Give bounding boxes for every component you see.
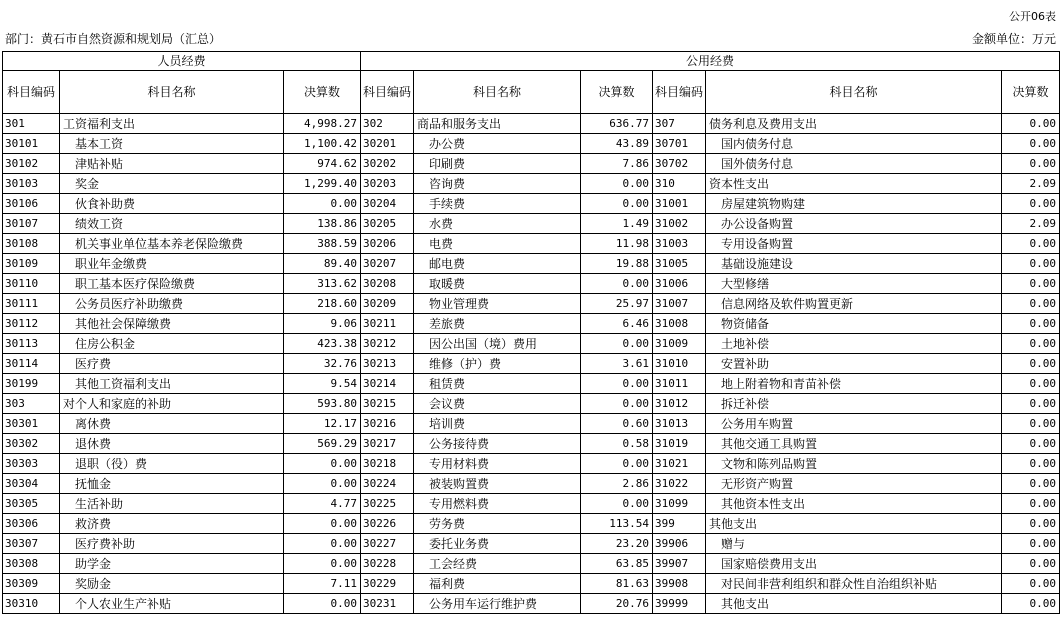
cell-amount: 0.00 [1002,294,1060,314]
cell-code: 30303 [3,454,60,474]
cell-code: 303 [3,394,60,414]
cell-amount: 0.00 [284,534,361,554]
cell-name: 抚恤金 [60,474,284,494]
cell-amount: 0.00 [284,454,361,474]
group-public-header: 公用经费 [361,52,1060,71]
cell-amount: 20.76 [581,594,653,614]
table-row [3,154,1060,174]
cell-code: 31003 [653,234,706,254]
cell-name: 职工基本医疗保险缴费 [60,274,284,294]
cell-name: 国家赔偿费用支出 [706,554,1002,574]
cell-name: 伙食补助费 [60,194,284,214]
cell-name: 个人农业生产补贴 [60,594,284,614]
cell-code: 30214 [361,374,414,394]
cell-name: 电费 [414,234,581,254]
cell-name: 其他社会保障缴费 [60,314,284,334]
cell-amount: 0.00 [581,394,653,414]
table-row [3,294,1060,314]
table-row [3,354,1060,374]
cell-code: 31019 [653,434,706,454]
cell-name: 房屋建筑物购建 [706,194,1002,214]
cell-name: 其他支出 [706,514,1002,534]
cell-code: 39908 [653,574,706,594]
cell-name: 邮电费 [414,254,581,274]
form-number: 公开06表 [1009,10,1056,23]
cell-amount: 0.00 [581,334,653,354]
cell-amount: 0.00 [1002,594,1060,614]
cell-code: 30202 [361,154,414,174]
cell-amount: 1,299.40 [284,174,361,194]
col-header-amount: 决算数 [284,71,361,114]
cell-name: 无形资产购置 [706,474,1002,494]
group-personnel-header: 人员经费 [3,52,361,71]
table-row [3,474,1060,494]
cell-amount: 9.06 [284,314,361,334]
table-row [3,574,1060,594]
cell-code: 39999 [653,594,706,614]
cell-amount: 7.86 [581,154,653,174]
cell-code: 31005 [653,254,706,274]
cell-amount: 3.61 [581,354,653,374]
table-row [3,274,1060,294]
cell-name: 因公出国（境）费用 [414,334,581,354]
cell-name: 差旅费 [414,314,581,334]
cell-amount: 0.00 [1002,474,1060,494]
cell-amount: 0.00 [1002,374,1060,394]
cell-amount: 0.00 [284,554,361,574]
cell-name: 福利费 [414,574,581,594]
col-header-amount: 决算数 [581,71,653,114]
cell-name: 委托业务费 [414,534,581,554]
cell-amount: 636.77 [581,114,653,134]
cell-name: 机关事业单位基本养老保险缴费 [60,234,284,254]
col-header-name: 科目名称 [60,71,284,114]
cell-amount: 0.00 [284,474,361,494]
amount-unit-label: 金额单位：万元 [971,32,1056,46]
table-row [3,594,1060,614]
cell-code: 30111 [3,294,60,314]
cell-code: 30218 [361,454,414,474]
cell-code: 39906 [653,534,706,554]
cell-amount: 0.00 [284,514,361,534]
cell-amount: 0.00 [581,274,653,294]
cell-name: 退职（役）费 [60,454,284,474]
cell-name: 其他工资福利支出 [60,374,284,394]
cell-code: 39907 [653,554,706,574]
cell-amount: 4,998.27 [284,114,361,134]
cell-name: 劳务费 [414,514,581,534]
cell-code: 30107 [3,214,60,234]
cell-code: 30701 [653,134,706,154]
cell-name: 救济费 [60,514,284,534]
cell-code: 310 [653,174,706,194]
cell-name: 奖励金 [60,574,284,594]
cell-name: 债务利息及费用支出 [706,114,1002,134]
cell-amount: 138.86 [284,214,361,234]
cell-name: 津贴补贴 [60,154,284,174]
cell-code: 30207 [361,254,414,274]
cell-name: 其他交通工具购置 [706,434,1002,454]
cell-name: 医疗费补助 [60,534,284,554]
cell-code: 302 [361,114,414,134]
cell-amount: 0.00 [1002,334,1060,354]
cell-code: 30102 [3,154,60,174]
cell-code: 30225 [361,494,414,514]
cell-code: 30206 [361,234,414,254]
cell-name: 专用设备购置 [706,234,1002,254]
cell-code: 30203 [361,174,414,194]
col-header-name: 科目名称 [706,71,1002,114]
cell-name: 办公费 [414,134,581,154]
cell-code: 30103 [3,174,60,194]
cell-name: 安置补助 [706,354,1002,374]
cell-name: 办公设备购置 [706,214,1002,234]
cell-code: 30101 [3,134,60,154]
cell-code: 30108 [3,234,60,254]
col-header-name: 科目名称 [414,71,581,114]
cell-name: 拆迁补偿 [706,394,1002,414]
cell-name: 工资福利支出 [60,114,284,134]
cell-amount: 0.00 [1002,234,1060,254]
cell-amount: 0.00 [1002,114,1060,134]
cell-code: 30114 [3,354,60,374]
cell-code: 31022 [653,474,706,494]
cell-amount: 6.46 [581,314,653,334]
cell-name: 咨询费 [414,174,581,194]
cell-code: 31007 [653,294,706,314]
cell-name: 离休费 [60,414,284,434]
cell-amount: 0.00 [1002,274,1060,294]
group-header-row [3,52,1060,71]
cell-code: 30201 [361,134,414,154]
cell-code: 31011 [653,374,706,394]
cell-amount: 0.00 [581,494,653,514]
cell-amount: 0.00 [284,194,361,214]
cell-name: 其他支出 [706,594,1002,614]
cell-name: 国外债务付息 [706,154,1002,174]
cell-name: 对民间非营利组织和群众性自治组织补贴 [706,574,1002,594]
cell-name: 物资储备 [706,314,1002,334]
table-row [3,234,1060,254]
cell-code: 30306 [3,514,60,534]
cell-code: 30204 [361,194,414,214]
cell-name: 专用燃料费 [414,494,581,514]
cell-code: 30109 [3,254,60,274]
cell-amount: 0.00 [581,454,653,474]
cell-code: 30113 [3,334,60,354]
col-header-amount: 决算数 [1002,71,1060,114]
table-row [3,254,1060,274]
cell-amount: 0.00 [1002,434,1060,454]
cell-name: 文物和陈列品购置 [706,454,1002,474]
cell-amount: 7.11 [284,574,361,594]
cell-amount: 593.80 [284,394,361,414]
col-header-code: 科目编码 [653,71,706,114]
cell-amount: 0.00 [1002,394,1060,414]
cell-code: 30217 [361,434,414,454]
department-label: 部门：黄石市自然资源和规划局（汇总） [5,32,222,46]
table-row [3,174,1060,194]
cell-amount: 23.20 [581,534,653,554]
cell-name: 对个人和家庭的补助 [60,394,284,414]
cell-amount: 0.00 [1002,514,1060,534]
cell-name: 培训费 [414,414,581,434]
table-row [3,394,1060,414]
column-header-row [3,71,1060,114]
cell-code: 30231 [361,594,414,614]
cell-code: 30310 [3,594,60,614]
cell-amount: 0.00 [581,174,653,194]
table-body [3,114,1060,614]
cell-amount: 0.00 [1002,134,1060,154]
cell-name: 水费 [414,214,581,234]
cell-amount: 0.00 [1002,254,1060,274]
cell-code: 30228 [361,554,414,574]
table-row [3,314,1060,334]
cell-code: 30199 [3,374,60,394]
cell-code: 30215 [361,394,414,414]
cell-code: 399 [653,514,706,534]
cell-amount: 313.62 [284,274,361,294]
cell-name: 基础设施建设 [706,254,1002,274]
table-row [3,414,1060,434]
table-row [3,434,1060,454]
cell-amount: 0.00 [581,194,653,214]
cell-amount: 0.00 [1002,354,1060,374]
cell-code: 30110 [3,274,60,294]
cell-code: 30301 [3,414,60,434]
cell-name: 基本工资 [60,134,284,154]
cell-amount: 0.00 [1002,414,1060,434]
cell-code: 30308 [3,554,60,574]
cell-name: 生活补助 [60,494,284,514]
table-row [3,494,1060,514]
cell-amount: 0.00 [1002,494,1060,514]
cell-name: 绩效工资 [60,214,284,234]
cell-amount: 113.54 [581,514,653,534]
cell-name: 公务用车运行维护费 [414,594,581,614]
cell-code: 31021 [653,454,706,474]
cell-amount: 2.09 [1002,174,1060,194]
cell-amount: 0.00 [1002,454,1060,474]
cell-name: 被装购置费 [414,474,581,494]
table-row [3,554,1060,574]
cell-amount: 2.86 [581,474,653,494]
cell-name: 住房公积金 [60,334,284,354]
cell-name: 资本性支出 [706,174,1002,194]
cell-code: 301 [3,114,60,134]
cell-code: 31010 [653,354,706,374]
cell-name: 退休费 [60,434,284,454]
cell-name: 专用材料费 [414,454,581,474]
table-row [3,334,1060,354]
cell-code: 30305 [3,494,60,514]
cell-amount: 11.98 [581,234,653,254]
cell-name: 工会经费 [414,554,581,574]
cell-name: 助学金 [60,554,284,574]
cell-name: 职业年金缴费 [60,254,284,274]
cell-name: 大型修缮 [706,274,1002,294]
cell-amount: 423.38 [284,334,361,354]
cell-amount: 0.00 [1002,194,1060,214]
table-row [3,454,1060,474]
cell-amount: 1,100.42 [284,134,361,154]
cell-amount: 2.09 [1002,214,1060,234]
col-header-code: 科目编码 [3,71,60,114]
table-row [3,534,1060,554]
table-row [3,514,1060,534]
cell-amount: 63.85 [581,554,653,574]
cell-amount: 81.63 [581,574,653,594]
cell-amount: 218.60 [284,294,361,314]
table-row [3,134,1060,154]
cell-amount: 0.00 [1002,554,1060,574]
cell-amount: 4.77 [284,494,361,514]
cell-code: 30302 [3,434,60,454]
cell-name: 信息网络及软件购置更新 [706,294,1002,314]
cell-name: 物业管理费 [414,294,581,314]
cell-code: 30209 [361,294,414,314]
cell-code: 30211 [361,314,414,334]
cell-code: 30226 [361,514,414,534]
col-header-code: 科目编码 [361,71,414,114]
expenditure-table [2,51,1060,614]
cell-code: 31099 [653,494,706,514]
table-row [3,194,1060,214]
cell-code: 31002 [653,214,706,234]
cell-code: 30224 [361,474,414,494]
cell-name: 商品和服务支出 [414,114,581,134]
cell-name: 赠与 [706,534,1002,554]
table-row [3,214,1060,234]
cell-code: 31013 [653,414,706,434]
cell-code: 31012 [653,394,706,414]
cell-amount: 0.00 [1002,314,1060,334]
cell-name: 地上附着物和青苗补偿 [706,374,1002,394]
cell-name: 维修（护）费 [414,354,581,374]
cell-amount: 0.00 [284,594,361,614]
cell-name: 公务接待费 [414,434,581,454]
cell-name: 公务员医疗补助缴费 [60,294,284,314]
cell-amount: 43.89 [581,134,653,154]
cell-code: 30205 [361,214,414,234]
cell-name: 其他资本性支出 [706,494,1002,514]
table-row [3,374,1060,394]
cell-amount: 25.97 [581,294,653,314]
cell-name: 奖金 [60,174,284,194]
cell-code: 30227 [361,534,414,554]
cell-name: 国内债务付息 [706,134,1002,154]
cell-code: 30304 [3,474,60,494]
cell-amount: 12.17 [284,414,361,434]
cell-amount: 0.58 [581,434,653,454]
cell-amount: 974.62 [284,154,361,174]
cell-code: 30702 [653,154,706,174]
cell-code: 30112 [3,314,60,334]
cell-name: 取暖费 [414,274,581,294]
cell-code: 30212 [361,334,414,354]
cell-code: 307 [653,114,706,134]
cell-code: 30309 [3,574,60,594]
cell-name: 手续费 [414,194,581,214]
cell-code: 31008 [653,314,706,334]
cell-code: 30208 [361,274,414,294]
cell-amount: 89.40 [284,254,361,274]
cell-code: 30229 [361,574,414,594]
cell-amount: 569.29 [284,434,361,454]
cell-code: 31001 [653,194,706,214]
cell-amount: 0.00 [1002,574,1060,594]
cell-amount: 0.00 [1002,534,1060,554]
cell-amount: 0.60 [581,414,653,434]
cell-code: 31006 [653,274,706,294]
cell-amount: 0.00 [581,374,653,394]
cell-name: 印刷费 [414,154,581,174]
cell-amount: 9.54 [284,374,361,394]
cell-name: 土地补偿 [706,334,1002,354]
cell-code: 30106 [3,194,60,214]
cell-name: 租赁费 [414,374,581,394]
cell-amount: 19.88 [581,254,653,274]
cell-amount: 388.59 [284,234,361,254]
cell-code: 31009 [653,334,706,354]
cell-amount: 1.49 [581,214,653,234]
cell-code: 30213 [361,354,414,374]
cell-code: 30307 [3,534,60,554]
cell-amount: 0.00 [1002,154,1060,174]
table-row [3,114,1060,134]
cell-code: 30216 [361,414,414,434]
cell-name: 会议费 [414,394,581,414]
cell-name: 公务用车购置 [706,414,1002,434]
cell-amount: 32.76 [284,354,361,374]
cell-name: 医疗费 [60,354,284,374]
